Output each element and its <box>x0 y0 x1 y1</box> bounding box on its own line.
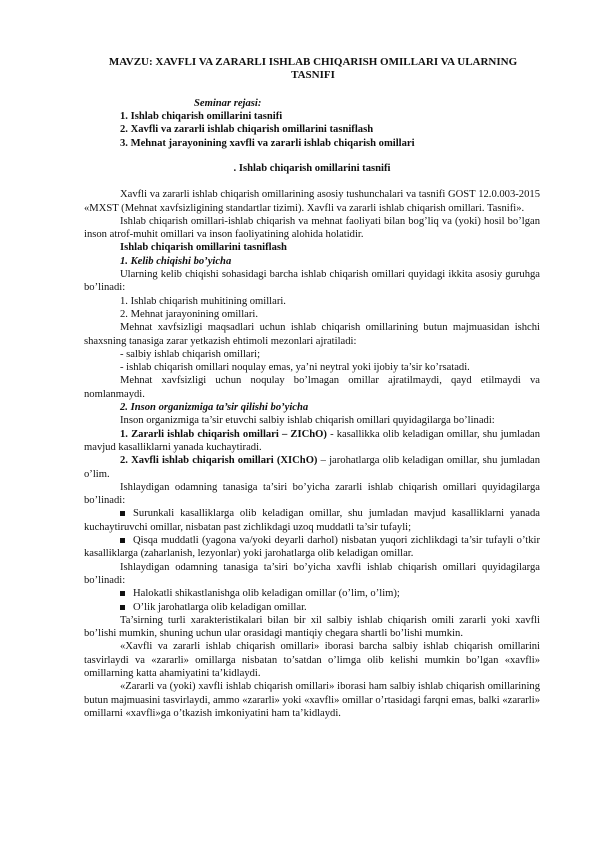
plan-item: 2. Xavfli va zararli ishlab chiqarish omillarini tasniflash <box>120 124 374 136</box>
list-item: 1. Ishlab chiqarish muhitining omillari. <box>120 295 286 307</box>
list-item: - salbiy ishlab chiqarish omillari; <box>120 348 261 360</box>
heading-effect: 2. Inson organizmiga ta’sir qilishi bo’yicha <box>120 402 309 414</box>
bullet-square-icon <box>120 511 125 516</box>
paragraph: Ularning kelib chiqishi sohasidagi barcha ishlab chiqarish omillari quyidagi ikkita asosiy guruhga bo’linadi: <box>84 269 540 294</box>
bullet-item <box>84 534 540 561</box>
seminar-plan-heading: Seminar rejasi: <box>194 97 262 109</box>
paragraph: Mehnat xavfsizligi maqsadlari uchun ishlab chiqarish omillarining butun majmuasidan ishchi shaxsning tanasiga zarar yetkazish ehtimoli mezonlari ajratiladi: <box>84 322 540 347</box>
list-item: 2. Mehnat jarayonining omillari. <box>120 308 258 320</box>
section-heading: . Ishlab chiqarish omillarini tasnifi <box>233 163 391 174</box>
term-definition: – jarohatlarga olib keladigan omillar, shu jumladan o’lim. <box>84 455 540 480</box>
term-definition: - kasallikka olib keladigan omillar, shu jumladan mavjud kasalliklarni yanada kuchaytiradi. <box>84 428 541 453</box>
bullet-text: Qisqa muddatli (yagona va/yoki deyarli darhol) nisbatan yuqori zichlikdagi ta’sir tufayli o’tkir kasalliklarga (zaharlanish, lezyonlar) yoki jarohatlarga olib keladigan omillar. <box>84 535 540 560</box>
paragraph: Xavfli va zararli ishlab chiqarish omillarining asosiy tushunchalari va tasnifi GOST 12.0.003-2015 «MXST (Mehnat xavfsizligining standartlar tizimi). Xavfli va zararli ishlab chiqarish omillari. Tasnifi». <box>84 189 540 214</box>
bullet-text: Surunkali kasalliklarga olib keladigan omillar, shu jumladan mavjud kasalliklarni yanada kuchaytiruvchi omillar, nisbatan past zichlikdagi uzoq muddatli ta’sir tufayli; <box>84 508 540 533</box>
paragraph: «Zararli va (yoki) xavfli ishlab chiqarish omillari» iborasi ham salbiy ishlab chiqarish omillarining butun majmuasini tasvirlaydi, ammo «zararli» yoki «xavfli» omillar o’rtasidagi farqni emas, balki «zararli» omillarni «xavfli»ga o’tkazish imkoniyatini ham ta’kidlaydi. <box>84 681 540 719</box>
bullet-item <box>84 601 540 614</box>
list-item: - ishlab chiqarish omillari noqulay emas, ya’ni neytral yoki ijobiy ta’sir ko’rsatadi. <box>120 362 470 374</box>
paragraph: Inson organizmiga ta’sir etuvchi salbiy ishlab chiqarish omillari quyidagilarga bo’linadi: <box>120 415 495 427</box>
paragraph: Ishlaydigan odamning tanasiga ta’siri bo’yicha zararli ishlab chiqarish omillari quyidagilarga bo’linadi: <box>84 481 540 507</box>
paragraph: «Xavfli va zararli ishlab chiqarish omillari» iborasi barcha salbiy ishlab chiqarish omillarini tasvirlaydi va «zararli» omillarga nisbatan to’satdan o’limga olib kelishi mumkin bo’lgan «xavfli» omillarning katta ahamiyatini ta’kidlaydi. <box>84 641 540 679</box>
paragraph: Ishlaydigan odamning tanasiga ta’siri bo’yicha xavfli ishlab chiqarish omillari quyidagilarga bo’linadi: <box>84 561 540 586</box>
paragraph: Ta’sirning turli xarakteristikalari bilan bir xil salbiy ishlab chiqarish omili zararli yoki xavfli bo’lishi mumkin, shuning uchun ular orasidagi mantiqiy chegara shartli bo’lishi mumkin. <box>84 614 540 640</box>
paragraph: Mehnat xavfsizligi uchun noqulay bo’lmagan omillar ajratilmaydi, qayd etilmaydi va nomlanmaydi. <box>84 375 540 400</box>
bullet-square-icon <box>120 605 125 610</box>
sub-heading: Ishlab chiqarish omillarini tasniflash <box>120 242 287 254</box>
bullet-text: Halokatli shikastlanishga olib keladigan omillar (o’lim, o’lim); <box>133 588 400 600</box>
page-title: MAVZU: XAVFLI VA ZARARLI ISHLAB CHIQARISH OMILLARI VA ULARNING TASNIFI <box>108 56 518 82</box>
paragraph-xicho <box>84 454 540 481</box>
bullet-square-icon <box>120 591 125 596</box>
bullet-item <box>84 507 540 534</box>
plan-item: 1. Ishlab chiqarish omillarini tasnifi <box>120 111 283 123</box>
term-xicho: 2. Xavfli ishlab chiqarish omillari (XIChO) <box>120 455 318 467</box>
plan-item: 3. Mehnat jarayonining xavfli va zararli ishlab chiqarish omillari <box>120 137 415 149</box>
bullet-square-icon <box>120 538 125 543</box>
bullet-item <box>84 587 540 600</box>
term-zicho: 1. Zararli ishlab chiqarish omillari – ZIChO) <box>120 428 327 440</box>
seminar-plan-list <box>84 110 540 150</box>
paragraph-zicho <box>84 428 540 455</box>
heading-origin: 1. Kelib chiqishi bo’yicha <box>120 255 232 267</box>
bullet-text: O’lik jarohatlarga olib keladigan omillar. <box>133 601 307 613</box>
paragraph: Ishlab chiqarish omillari-ishlab chiqarish va mehnat faoliyati bilan bog’liq va (yoki) hosil bo’lgan inson atrof-muhit omillari va inson faoliyatining alohida holatidir. <box>84 215 540 241</box>
